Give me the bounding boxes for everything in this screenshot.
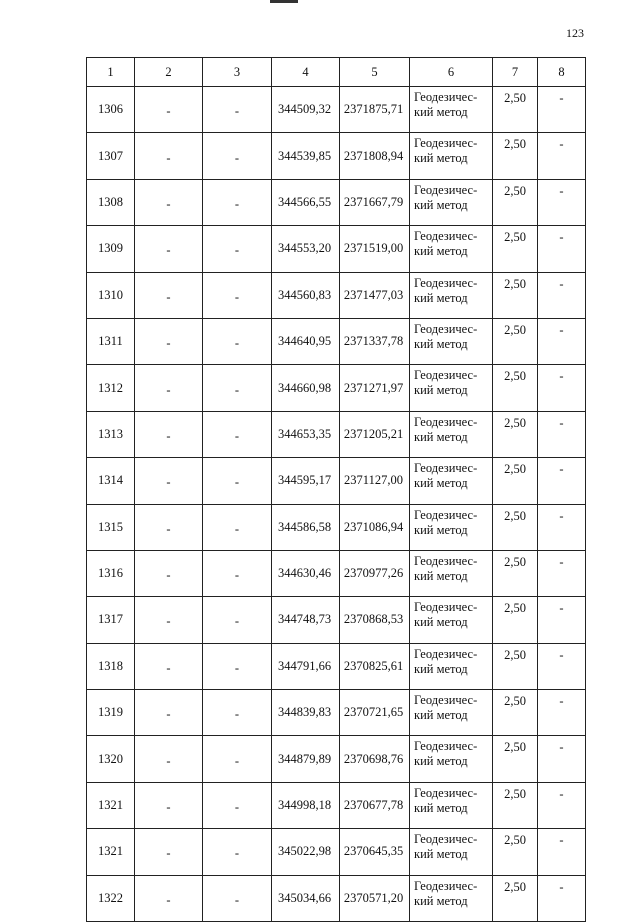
col2-cell xyxy=(135,782,203,828)
table-row xyxy=(87,411,586,457)
y-coordinate-cell: 2371205,21 xyxy=(340,411,410,457)
method-cell xyxy=(410,365,493,411)
method-line-2: кий метод xyxy=(414,290,468,305)
method-line-1: Геодезичес- xyxy=(414,321,478,336)
col8-cell: - xyxy=(538,875,586,921)
point-number-cell: 1320 xyxy=(87,736,135,782)
dash-value: - xyxy=(234,289,240,304)
col8-cell: - xyxy=(538,829,586,875)
x-coordinate-cell: 344509,32 xyxy=(272,87,340,133)
col3-cell xyxy=(203,550,272,596)
column-header: 7 xyxy=(493,58,538,87)
y-coordinate-cell: 2371667,79 xyxy=(340,179,410,225)
dash-value: - xyxy=(234,428,240,443)
col8-cell: - xyxy=(538,365,586,411)
col8-cell: - xyxy=(538,179,586,225)
column-header: 3 xyxy=(203,58,272,87)
col2-cell xyxy=(135,690,203,736)
y-coordinate-cell: 2370825,61 xyxy=(340,643,410,689)
col3-cell xyxy=(203,504,272,550)
accuracy-cell: 2,50 xyxy=(493,226,538,272)
col3-cell xyxy=(203,829,272,875)
dash-value: - xyxy=(234,475,240,490)
col8-cell: - xyxy=(538,597,586,643)
y-coordinate-cell: 2370677,78 xyxy=(340,782,410,828)
col2-cell xyxy=(135,365,203,411)
x-coordinate-cell: 344791,66 xyxy=(272,643,340,689)
method-line-2: кий метод xyxy=(414,383,468,398)
x-coordinate-cell: 344560,83 xyxy=(272,272,340,318)
accuracy-cell: 2,50 xyxy=(493,179,538,225)
table-row xyxy=(87,365,586,411)
accuracy-cell: 2,50 xyxy=(493,133,538,179)
method-cell xyxy=(410,550,493,596)
col3-cell xyxy=(203,272,272,318)
col8-cell: - xyxy=(538,133,586,179)
method-line-1: Геодезичес- xyxy=(414,600,478,615)
method-line-1: Геодезичес- xyxy=(414,90,478,104)
point-number-cell: 1321 xyxy=(87,782,135,828)
accuracy-cell: 2,50 xyxy=(493,643,538,689)
point-number-cell: 1314 xyxy=(87,458,135,504)
method-line-2: кий метод xyxy=(414,151,468,166)
x-coordinate-cell: 344660,98 xyxy=(272,365,340,411)
method-line-1: Геодезичес- xyxy=(414,507,478,522)
y-coordinate-cell: 2371477,03 xyxy=(340,272,410,318)
dash-value: - xyxy=(234,150,240,165)
dash-value: - xyxy=(166,428,171,443)
dash-value: - xyxy=(234,243,240,258)
accuracy-cell: 2,50 xyxy=(493,782,538,828)
col3-cell xyxy=(203,318,272,364)
dash-value: - xyxy=(166,336,171,351)
accuracy-cell: 2,50 xyxy=(493,690,538,736)
y-coordinate-cell: 2371875,71 xyxy=(340,87,410,133)
col2-cell xyxy=(135,597,203,643)
table-row xyxy=(87,179,586,225)
dash-value: - xyxy=(234,521,240,536)
method-cell xyxy=(410,597,493,643)
dash-value: - xyxy=(234,892,240,907)
col3-cell xyxy=(203,782,272,828)
method-line-2: кий метод xyxy=(414,429,468,444)
method-cell xyxy=(410,690,493,736)
y-coordinate-cell: 2370977,26 xyxy=(340,550,410,596)
method-line-1: Геодезичес- xyxy=(414,739,478,754)
table-row xyxy=(87,690,586,736)
dash-value: - xyxy=(166,150,171,165)
y-coordinate-cell: 2370571,20 xyxy=(340,875,410,921)
dash-value: - xyxy=(166,892,171,907)
method-line-2: кий метод xyxy=(414,615,468,630)
accuracy-cell: 2,50 xyxy=(493,736,538,782)
col3-cell xyxy=(203,875,272,921)
col8-cell: - xyxy=(538,550,586,596)
y-coordinate-cell: 2371271,97 xyxy=(340,365,410,411)
col8-cell: - xyxy=(538,318,586,364)
accuracy-cell: 2,50 xyxy=(493,597,538,643)
y-coordinate-cell: 2370868,53 xyxy=(340,597,410,643)
method-line-1: Геодезичес- xyxy=(414,136,478,151)
method-line-1: Геодезичес- xyxy=(414,368,478,383)
col8-cell: - xyxy=(538,226,586,272)
method-line-1: Геодезичес- xyxy=(414,693,478,708)
y-coordinate-cell: 2371127,00 xyxy=(340,458,410,504)
dash-value: - xyxy=(166,614,171,629)
accuracy-cell: 2,50 xyxy=(493,87,538,133)
dash-value: - xyxy=(234,104,240,119)
dash-value: - xyxy=(166,800,171,815)
page-number: 123 xyxy=(566,26,584,40)
method-line-2: кий метод xyxy=(414,893,468,908)
method-line-2: кий метод xyxy=(414,197,468,212)
col3-cell xyxy=(203,458,272,504)
x-coordinate-cell: 344748,73 xyxy=(272,597,340,643)
y-coordinate-cell: 2371337,78 xyxy=(340,318,410,364)
col2-cell xyxy=(135,643,203,689)
col2-cell xyxy=(135,133,203,179)
method-line-2: кий метод xyxy=(414,476,468,491)
dash-value: - xyxy=(234,846,240,861)
col2-cell xyxy=(135,504,203,550)
point-number-cell: 1310 xyxy=(87,272,135,318)
accuracy-cell: 2,50 xyxy=(493,272,538,318)
dash-value: - xyxy=(234,753,240,768)
column-header: 4 xyxy=(272,58,340,87)
dash-value: - xyxy=(166,289,171,304)
table-row xyxy=(87,458,586,504)
dash-value: - xyxy=(166,104,171,119)
point-number-cell: 1322 xyxy=(87,875,135,921)
col2-cell xyxy=(135,829,203,875)
method-cell xyxy=(410,272,493,318)
method-cell xyxy=(410,179,493,225)
table-row xyxy=(87,875,586,921)
col3-cell xyxy=(203,179,272,225)
x-coordinate-cell: 344566,55 xyxy=(272,179,340,225)
method-line-2: кий метод xyxy=(414,708,468,723)
dash-value: - xyxy=(234,336,240,351)
column-header: 2 xyxy=(135,58,203,87)
method-cell xyxy=(410,318,493,364)
dash-value: - xyxy=(234,614,240,629)
col8-cell: - xyxy=(538,736,586,782)
method-line-1: Геодезичес- xyxy=(414,878,478,893)
x-coordinate-cell: 344640,95 xyxy=(272,318,340,364)
accuracy-cell: 2,50 xyxy=(493,318,538,364)
col3-cell xyxy=(203,597,272,643)
method-cell xyxy=(410,133,493,179)
col2-cell xyxy=(135,458,203,504)
method-cell xyxy=(410,643,493,689)
col2-cell xyxy=(135,736,203,782)
method-line-2: кий метод xyxy=(414,754,468,769)
method-cell xyxy=(410,226,493,272)
point-number-cell: 1315 xyxy=(87,504,135,550)
dash-value: - xyxy=(166,568,171,583)
dash-value: - xyxy=(234,382,240,397)
dash-value: - xyxy=(166,660,171,675)
col8-cell: - xyxy=(538,782,586,828)
col8-cell: - xyxy=(538,504,586,550)
table-row xyxy=(87,736,586,782)
column-header: 6 xyxy=(410,58,493,87)
x-coordinate-cell: 345034,66 xyxy=(272,875,340,921)
point-number-cell: 1319 xyxy=(87,690,135,736)
y-coordinate-cell: 2371086,94 xyxy=(340,504,410,550)
col8-cell: - xyxy=(538,272,586,318)
method-line-2: кий метод xyxy=(414,568,468,583)
x-coordinate-cell: 344879,89 xyxy=(272,736,340,782)
column-header: 5 xyxy=(340,58,410,87)
method-line-2: кий метод xyxy=(414,244,468,259)
x-coordinate-cell: 344630,46 xyxy=(272,550,340,596)
table-row xyxy=(87,550,586,596)
method-cell xyxy=(410,782,493,828)
y-coordinate-cell: 2370645,35 xyxy=(340,829,410,875)
table-row xyxy=(87,504,586,550)
col3-cell xyxy=(203,226,272,272)
col2-cell xyxy=(135,875,203,921)
method-line-1: Геодезичес- xyxy=(414,646,478,661)
column-header: 8 xyxy=(538,58,586,87)
col2-cell xyxy=(135,318,203,364)
method-line-1: Геодезичес- xyxy=(414,832,478,847)
dash-value: - xyxy=(234,196,240,211)
col2-cell xyxy=(135,226,203,272)
method-line-2: кий метод xyxy=(414,800,468,815)
col2-cell xyxy=(135,179,203,225)
col3-cell xyxy=(203,133,272,179)
accuracy-cell: 2,50 xyxy=(493,829,538,875)
x-coordinate-cell: 345022,98 xyxy=(272,829,340,875)
method-cell xyxy=(410,875,493,921)
method-line-1: Геодезичес- xyxy=(414,182,478,197)
accuracy-cell: 2,50 xyxy=(493,458,538,504)
method-cell xyxy=(410,411,493,457)
table-row xyxy=(87,272,586,318)
dash-value: - xyxy=(166,521,171,536)
col2-cell xyxy=(135,87,203,133)
method-line-1: Геодезичес- xyxy=(414,275,478,290)
dash-value: - xyxy=(166,196,171,211)
y-coordinate-cell: 2371808,94 xyxy=(340,133,410,179)
point-number-cell: 1312 xyxy=(87,365,135,411)
x-coordinate-cell: 344653,35 xyxy=(272,411,340,457)
col2-cell xyxy=(135,272,203,318)
coordinates-table xyxy=(86,57,586,922)
table-row xyxy=(87,829,586,875)
x-coordinate-cell: 344539,85 xyxy=(272,133,340,179)
method-line-2: кий метод xyxy=(414,336,468,351)
table-row xyxy=(87,318,586,364)
column-header: 1 xyxy=(87,58,135,87)
col3-cell xyxy=(203,365,272,411)
accuracy-cell: 2,50 xyxy=(493,504,538,550)
dash-value: - xyxy=(166,243,171,258)
dash-value: - xyxy=(234,707,240,722)
col3-cell xyxy=(203,643,272,689)
top-edge-mark xyxy=(270,0,298,3)
method-cell xyxy=(410,829,493,875)
method-line-2: кий метод xyxy=(414,661,468,676)
dash-value: - xyxy=(234,800,240,815)
point-number-cell: 1321 xyxy=(87,829,135,875)
accuracy-cell: 2,50 xyxy=(493,411,538,457)
dash-value: - xyxy=(234,568,240,583)
point-number-cell: 1309 xyxy=(87,226,135,272)
method-cell xyxy=(410,87,493,133)
x-coordinate-cell: 344595,17 xyxy=(272,458,340,504)
dash-value: - xyxy=(166,753,171,768)
y-coordinate-cell: 2371519,00 xyxy=(340,226,410,272)
x-coordinate-cell: 344553,20 xyxy=(272,226,340,272)
x-coordinate-cell: 344839,83 xyxy=(272,690,340,736)
method-cell xyxy=(410,458,493,504)
method-line-2: кий метод xyxy=(414,522,468,537)
point-number-cell: 1316 xyxy=(87,550,135,596)
x-coordinate-cell: 344586,58 xyxy=(272,504,340,550)
method-line-1: Геодезичес- xyxy=(414,785,478,800)
col2-cell xyxy=(135,550,203,596)
table-row xyxy=(87,226,586,272)
point-number-cell: 1317 xyxy=(87,597,135,643)
y-coordinate-cell: 2370721,65 xyxy=(340,690,410,736)
accuracy-cell: 2,50 xyxy=(493,875,538,921)
method-line-1: Геодезичес- xyxy=(414,461,478,476)
dash-value: - xyxy=(166,707,171,722)
col3-cell xyxy=(203,411,272,457)
table-row xyxy=(87,782,586,828)
method-line-1: Геодезичес- xyxy=(414,229,478,244)
method-cell xyxy=(410,736,493,782)
col8-cell: - xyxy=(538,411,586,457)
col2-cell xyxy=(135,411,203,457)
table-row xyxy=(87,597,586,643)
table-row xyxy=(87,87,586,133)
point-number-cell: 1313 xyxy=(87,411,135,457)
method-line-2: кий метод xyxy=(414,105,468,119)
accuracy-cell: 2,50 xyxy=(493,365,538,411)
point-number-cell: 1306 xyxy=(87,87,135,133)
point-number-cell: 1307 xyxy=(87,133,135,179)
point-number-cell: 1308 xyxy=(87,179,135,225)
method-line-1: Геодезичес- xyxy=(414,414,478,429)
dash-value: - xyxy=(166,382,171,397)
col8-cell: - xyxy=(538,458,586,504)
col8-cell: - xyxy=(538,690,586,736)
col8-cell: - xyxy=(538,643,586,689)
col8-cell: - xyxy=(538,87,586,133)
y-coordinate-cell: 2370698,76 xyxy=(340,736,410,782)
col3-cell xyxy=(203,690,272,736)
point-number-cell: 1311 xyxy=(87,318,135,364)
point-number-cell: 1318 xyxy=(87,643,135,689)
table-row xyxy=(87,643,586,689)
method-line-1: Геодезичес- xyxy=(414,553,478,568)
x-coordinate-cell: 344998,18 xyxy=(272,782,340,828)
dash-value: - xyxy=(166,846,171,861)
method-line-2: кий метод xyxy=(414,847,468,862)
accuracy-cell: 2,50 xyxy=(493,550,538,596)
col3-cell xyxy=(203,736,272,782)
dash-value: - xyxy=(234,660,240,675)
table-row xyxy=(87,133,586,179)
method-cell xyxy=(410,504,493,550)
dash-value: - xyxy=(166,475,171,490)
col3-cell xyxy=(203,87,272,133)
table-header-row xyxy=(87,58,586,87)
